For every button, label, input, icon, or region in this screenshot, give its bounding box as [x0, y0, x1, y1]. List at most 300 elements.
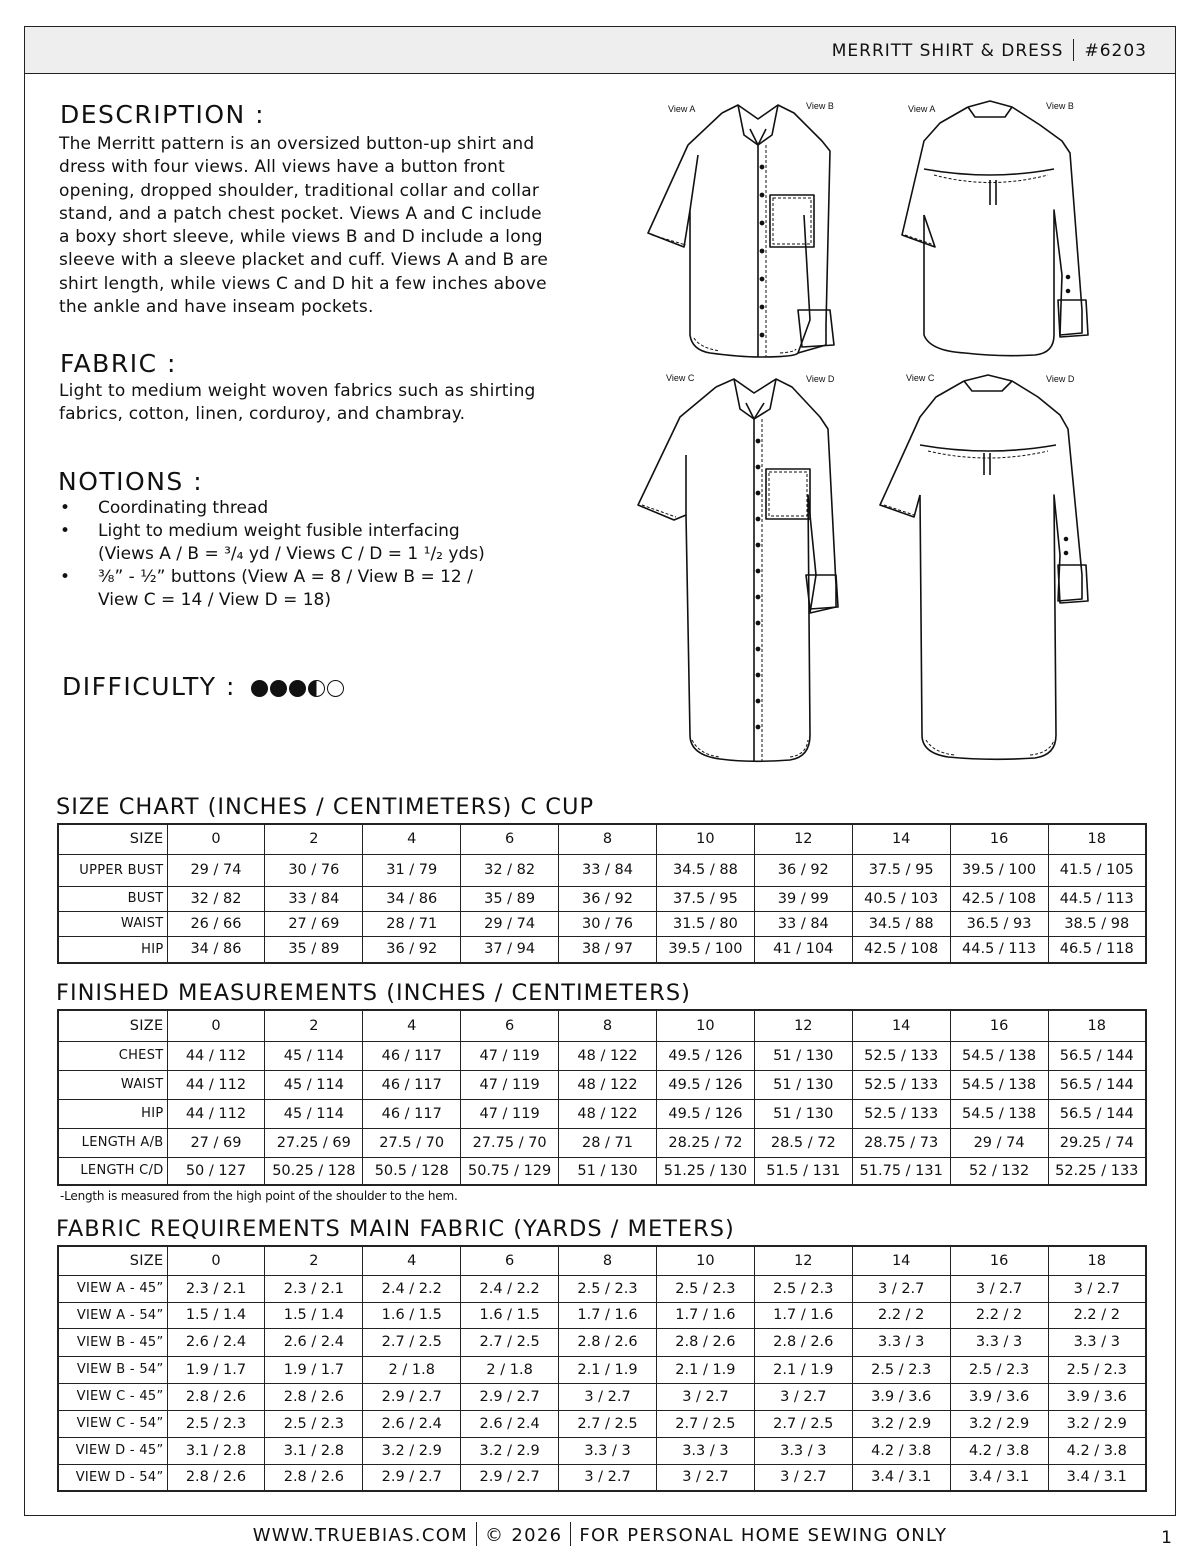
- table-cell: 3 / 2.7: [559, 1464, 657, 1491]
- table-cell: 3.2 / 2.9: [363, 1437, 461, 1464]
- description-heading: DESCRIPTION :: [60, 100, 266, 129]
- table-cell: 3.9 / 3.6: [1048, 1383, 1146, 1410]
- header-cell: 8: [559, 1246, 657, 1275]
- table-cell: 2.9 / 2.7: [461, 1464, 559, 1491]
- table-cell: 54.5 / 138: [950, 1070, 1048, 1099]
- table-cell: 33 / 84: [265, 886, 363, 911]
- size-chart-title: SIZE CHART (INCHES / CENTIMETERS) C CUP: [56, 794, 595, 820]
- table-cell: 2.5 / 2.3: [1048, 1356, 1146, 1383]
- table-cell: 3.1 / 2.8: [167, 1437, 265, 1464]
- description-line: the ankle and have inseam pockets.: [59, 297, 374, 318]
- table-cell: 3.3 / 3: [1048, 1328, 1146, 1356]
- page-number: 1: [1161, 1528, 1172, 1548]
- table-cell: 2 / 1.8: [363, 1356, 461, 1383]
- table-cell: 28.25 / 72: [656, 1128, 754, 1157]
- table-cell: 1.7 / 1.6: [754, 1302, 852, 1328]
- row-label: VIEW C - 54”: [58, 1410, 167, 1437]
- table-cell: 51 / 130: [754, 1070, 852, 1099]
- row-label: HIP: [58, 936, 167, 963]
- table-cell: 2.8 / 2.6: [265, 1383, 363, 1410]
- table-cell: 2.3 / 2.1: [167, 1275, 265, 1302]
- view-label: View A: [668, 104, 696, 114]
- footer-divider: [570, 1522, 571, 1546]
- table-row: [58, 1302, 1146, 1328]
- table-cell: 2.6 / 2.4: [265, 1328, 363, 1356]
- table-cell: 3.4 / 3.1: [852, 1464, 950, 1491]
- footer-divider: [476, 1522, 477, 1546]
- header-cell: 16: [950, 1246, 1048, 1275]
- pattern-title: [832, 39, 1147, 61]
- table-cell: 51.25 / 130: [656, 1157, 754, 1185]
- table-cell: 52.25 / 133: [1048, 1157, 1146, 1185]
- table-cell: 2.6 / 2.4: [461, 1410, 559, 1437]
- row-label: UPPER BUST: [58, 854, 167, 886]
- table-row: [58, 1070, 1146, 1099]
- row-label: VIEW D - 45”: [58, 1437, 167, 1464]
- table-cell: 2.4 / 2.2: [461, 1275, 559, 1302]
- notion-line: (Views A / B = ³/₄ yd / Views C / D = 1 ¹/₂ yds): [98, 544, 485, 564]
- table-cell: 51 / 130: [559, 1157, 657, 1185]
- table-cell: 33 / 84: [754, 911, 852, 936]
- fabric-requirements-title: FABRIC REQUIREMENTS MAIN FABRIC (YARDS / METERS): [56, 1216, 735, 1242]
- table-cell: 49.5 / 126: [656, 1099, 754, 1128]
- table-cell: 41.5 / 105: [1048, 854, 1146, 886]
- table-cell: 28.75 / 73: [852, 1128, 950, 1157]
- table-cell: 3 / 2.7: [950, 1275, 1048, 1302]
- table-cell: 3.9 / 3.6: [852, 1383, 950, 1410]
- notion-item: [58, 566, 558, 612]
- table-cell: 36 / 92: [754, 854, 852, 886]
- table-cell: 36.5 / 93: [950, 911, 1048, 936]
- table-cell: 39 / 99: [754, 886, 852, 911]
- table-cell: 3.4 / 3.1: [950, 1464, 1048, 1491]
- table-cell: 45 / 114: [265, 1070, 363, 1099]
- table-cell: 27 / 69: [167, 1128, 265, 1157]
- row-label: BUST: [58, 886, 167, 911]
- table-cell: 48 / 122: [559, 1070, 657, 1099]
- table-cell: 27 / 69: [265, 911, 363, 936]
- table-cell: 34.5 / 88: [656, 854, 754, 886]
- footer: [0, 1522, 1200, 1546]
- table-cell: 39.5 / 100: [950, 854, 1048, 886]
- table-cell: 27.25 / 69: [265, 1128, 363, 1157]
- table-cell: 44 / 112: [167, 1041, 265, 1070]
- notions-heading: NOTIONS :: [58, 467, 204, 496]
- header-cell: 12: [754, 824, 852, 854]
- table-cell: 1.7 / 1.6: [656, 1302, 754, 1328]
- table-cell: 3 / 2.7: [656, 1383, 754, 1410]
- header-cell: 6: [461, 1010, 559, 1041]
- header-cell: 6: [461, 824, 559, 854]
- notion-line: • Coordinating thread: [98, 498, 269, 518]
- table-header-row: [58, 1246, 1146, 1275]
- table-cell: 30 / 76: [265, 854, 363, 886]
- table-cell: 32 / 82: [461, 854, 559, 886]
- header-cell: 12: [754, 1246, 852, 1275]
- table-cell: 1.9 / 1.7: [167, 1356, 265, 1383]
- table-cell: 1.5 / 1.4: [265, 1302, 363, 1328]
- header-cell: 0: [167, 1246, 265, 1275]
- table-cell: 50 / 127: [167, 1157, 265, 1185]
- table-row: [58, 1275, 1146, 1302]
- description-line: stand, and a patch chest pocket. Views A and C include: [59, 203, 542, 224]
- table-cell: 2.7 / 2.5: [754, 1410, 852, 1437]
- header-cell: 8: [559, 1010, 657, 1041]
- table-cell: 44.5 / 113: [950, 936, 1048, 963]
- header-cell: SIZE: [58, 1246, 167, 1275]
- table-cell: 3.3 / 3: [754, 1437, 852, 1464]
- header-cell: 16: [950, 824, 1048, 854]
- table-cell: 40.5 / 103: [852, 886, 950, 911]
- table-cell: 28.5 / 72: [754, 1128, 852, 1157]
- table-cell: 49.5 / 126: [656, 1070, 754, 1099]
- table-cell: 29 / 74: [167, 854, 265, 886]
- table-cell: 47 / 119: [461, 1070, 559, 1099]
- table-cell: 2.5 / 2.3: [852, 1356, 950, 1383]
- table-cell: 2.8 / 2.6: [167, 1464, 265, 1491]
- row-label: VIEW A - 45”: [58, 1275, 167, 1302]
- table-cell: 2.8 / 2.6: [656, 1328, 754, 1356]
- website-link[interactable]: WWW.TRUEBIAS.COM: [252, 1525, 468, 1546]
- header-cell: 10: [656, 824, 754, 854]
- header-cell: 4: [363, 1010, 461, 1041]
- header-cell: 10: [656, 1010, 754, 1041]
- table-cell: 39.5 / 100: [656, 936, 754, 963]
- dress-back-drawing: [880, 375, 1088, 759]
- table-cell: 29.25 / 74: [1048, 1128, 1146, 1157]
- table-cell: 2.4 / 2.2: [363, 1275, 461, 1302]
- table-cell: 2.5 / 2.3: [656, 1275, 754, 1302]
- table-cell: 49.5 / 126: [656, 1041, 754, 1070]
- table-cell: 2.5 / 2.3: [559, 1275, 657, 1302]
- table-cell: 45 / 114: [265, 1041, 363, 1070]
- table-cell: 3.2 / 2.9: [1048, 1410, 1146, 1437]
- table-cell: 2.1 / 1.9: [559, 1356, 657, 1383]
- table-cell: 35 / 89: [265, 936, 363, 963]
- header-cell: 2: [265, 1010, 363, 1041]
- table-cell: 36 / 92: [363, 936, 461, 963]
- finished-measurements-title: FINISHED MEASUREMENTS (INCHES / CENTIMETERS): [56, 980, 691, 1006]
- table-cell: 47 / 119: [461, 1099, 559, 1128]
- table-cell: 2.5 / 2.3: [265, 1410, 363, 1437]
- table-cell: 2.9 / 2.7: [363, 1464, 461, 1491]
- fabric-requirements-table: [57, 1245, 1147, 1492]
- copyright: © 2026: [485, 1525, 563, 1546]
- table-cell: 45 / 114: [265, 1099, 363, 1128]
- table-cell: 44 / 112: [167, 1070, 265, 1099]
- table-cell: 51.75 / 131: [852, 1157, 950, 1185]
- table-cell: 47 / 119: [461, 1041, 559, 1070]
- header-cell: 16: [950, 1010, 1048, 1041]
- table-cell: 52.5 / 133: [852, 1041, 950, 1070]
- description-line: shirt length, while views C and D hit a few inches above: [59, 273, 547, 294]
- table-cell: 3 / 2.7: [852, 1275, 950, 1302]
- table-cell: 2.2 / 2: [1048, 1302, 1146, 1328]
- table-cell: 27.5 / 70: [363, 1128, 461, 1157]
- table-cell: 33 / 84: [559, 854, 657, 886]
- empty-circle-icon: [327, 680, 344, 697]
- table-cell: 4.2 / 3.8: [1048, 1437, 1146, 1464]
- description-text: [59, 133, 619, 319]
- table-cell: 28 / 71: [559, 1128, 657, 1157]
- table-cell: 2.2 / 2: [950, 1302, 1048, 1328]
- description-line: opening, dropped shoulder, traditional collar and collar: [59, 180, 540, 201]
- table-row: [58, 1356, 1146, 1383]
- table-cell: 29 / 74: [461, 911, 559, 936]
- pattern-number: #6203: [1084, 41, 1147, 61]
- table-cell: 56.5 / 144: [1048, 1099, 1146, 1128]
- view-label: View D: [1046, 374, 1075, 384]
- table-cell: 54.5 / 138: [950, 1099, 1048, 1128]
- table-cell: 29 / 74: [950, 1128, 1048, 1157]
- table-cell: 44 / 112: [167, 1099, 265, 1128]
- view-label: View D: [806, 374, 835, 384]
- row-label: HIP: [58, 1099, 167, 1128]
- view-label: View B: [806, 101, 834, 111]
- table-row: [58, 1464, 1146, 1491]
- notion-item: [58, 497, 558, 520]
- table-cell: 42.5 / 108: [950, 886, 1048, 911]
- table-cell: 36 / 92: [559, 886, 657, 911]
- header-cell: 18: [1048, 1246, 1146, 1275]
- table-cell: 1.6 / 1.5: [461, 1302, 559, 1328]
- table-cell: 44.5 / 113: [1048, 886, 1146, 911]
- filled-circle-icon: [251, 680, 268, 697]
- table-cell: 46 / 117: [363, 1099, 461, 1128]
- description-line: a boxy short sleeve, while views B and D include a long: [59, 227, 543, 248]
- table-cell: 2.1 / 1.9: [656, 1356, 754, 1383]
- table-cell: 31.5 / 80: [656, 911, 754, 936]
- table-cell: 3 / 2.7: [754, 1464, 852, 1491]
- shirt-front-drawing: [648, 105, 834, 357]
- table-cell: 3.2 / 2.9: [461, 1437, 559, 1464]
- table-cell: 51 / 130: [754, 1099, 852, 1128]
- table-cell: 3.3 / 3: [950, 1328, 1048, 1356]
- table-cell: 2.9 / 2.7: [363, 1383, 461, 1410]
- fabric-heading: FABRIC :: [60, 349, 177, 378]
- table-cell: 2.8 / 2.6: [265, 1464, 363, 1491]
- difficulty-rating: [251, 674, 346, 703]
- table-cell: 2.6 / 2.4: [167, 1328, 265, 1356]
- table-cell: 3.1 / 2.8: [265, 1437, 363, 1464]
- table-cell: 41 / 104: [754, 936, 852, 963]
- table-cell: 34 / 86: [167, 936, 265, 963]
- table-row: [58, 911, 1146, 936]
- table-cell: 38.5 / 98: [1048, 911, 1146, 936]
- view-label: View B: [1046, 101, 1074, 111]
- header-cell: 0: [167, 824, 265, 854]
- header-cell: 0: [167, 1010, 265, 1041]
- table-cell: 37.5 / 95: [656, 886, 754, 911]
- table-cell: 2.7 / 2.5: [461, 1328, 559, 1356]
- table-row: [58, 854, 1146, 886]
- table-cell: 2.3 / 2.1: [265, 1275, 363, 1302]
- table-row: [58, 1410, 1146, 1437]
- table-cell: 26 / 66: [167, 911, 265, 936]
- table-cell: 4.2 / 3.8: [950, 1437, 1048, 1464]
- header-cell: 18: [1048, 824, 1146, 854]
- table-header-row: [58, 1010, 1146, 1041]
- description-line: dress with four views. All views have a button front: [59, 157, 505, 178]
- shirt-back-drawing: [902, 101, 1088, 356]
- table-cell: 1.6 / 1.5: [363, 1302, 461, 1328]
- table-cell: 37.5 / 95: [852, 854, 950, 886]
- table-cell: 27.75 / 70: [461, 1128, 559, 1157]
- header-bar: [25, 27, 1175, 74]
- header-cell: 2: [265, 824, 363, 854]
- table-cell: 46.5 / 118: [1048, 936, 1146, 963]
- pattern-name: MERRITT SHIRT & DRESS: [831, 41, 1064, 61]
- table-cell: 34.5 / 88: [852, 911, 950, 936]
- difficulty-label: DIFFICULTY :: [62, 672, 236, 701]
- header-cell: 12: [754, 1010, 852, 1041]
- table-cell: 56.5 / 144: [1048, 1041, 1146, 1070]
- table-cell: 2.5 / 2.3: [167, 1410, 265, 1437]
- notion-line: • Light to medium weight fusible interfacing: [98, 521, 460, 541]
- table-row: [58, 1128, 1146, 1157]
- table-cell: 3.2 / 2.9: [852, 1410, 950, 1437]
- header-cell: 18: [1048, 1010, 1146, 1041]
- table-cell: 30 / 76: [559, 911, 657, 936]
- table-cell: 50.75 / 129: [461, 1157, 559, 1185]
- size-chart-table: [57, 823, 1147, 964]
- table-cell: 51 / 130: [754, 1041, 852, 1070]
- table-cell: 3.3 / 3: [559, 1437, 657, 1464]
- table-cell: 46 / 117: [363, 1041, 461, 1070]
- table-cell: 3.2 / 2.9: [950, 1410, 1048, 1437]
- table-cell: 38 / 97: [559, 936, 657, 963]
- table-row: [58, 936, 1146, 963]
- table-cell: 1.5 / 1.4: [167, 1302, 265, 1328]
- header-cell: 4: [363, 824, 461, 854]
- finished-measurements-table: [57, 1009, 1147, 1186]
- table-cell: 32 / 82: [167, 886, 265, 911]
- table-cell: 35 / 89: [461, 886, 559, 911]
- table-cell: 50.25 / 128: [265, 1157, 363, 1185]
- table-row: [58, 1437, 1146, 1464]
- notion-line: • ³⁄₈” - ¹⁄₂” buttons (View A = 8 / View B = 12 /: [98, 567, 473, 587]
- view-label: View C: [906, 373, 935, 383]
- description-line: The Merritt pattern is an oversized button-up shirt and: [59, 134, 535, 154]
- table-cell: 2.7 / 2.5: [656, 1410, 754, 1437]
- notion-line: View C = 14 / View D = 18): [98, 590, 331, 610]
- table-row: [58, 1328, 1146, 1356]
- table-header-row: [58, 824, 1146, 854]
- table-cell: 1.7 / 1.6: [559, 1302, 657, 1328]
- usage-notice: FOR PERSONAL HOME SEWING ONLY: [579, 1525, 948, 1546]
- table-cell: 1.9 / 1.7: [265, 1356, 363, 1383]
- table-cell: 42.5 / 108: [852, 936, 950, 963]
- row-label: VIEW A - 54”: [58, 1302, 167, 1328]
- table-cell: 4.2 / 3.8: [852, 1437, 950, 1464]
- row-label: VIEW D - 54”: [58, 1464, 167, 1491]
- table-cell: 52.5 / 133: [852, 1099, 950, 1128]
- half-circle-icon: [308, 680, 325, 697]
- row-label: VIEW B - 54”: [58, 1356, 167, 1383]
- header-divider: [1073, 39, 1074, 61]
- row-label: VIEW C - 45”: [58, 1383, 167, 1410]
- header-cell: SIZE: [58, 1010, 167, 1041]
- table-cell: 2.8 / 2.6: [754, 1328, 852, 1356]
- table-cell: 2.9 / 2.7: [461, 1383, 559, 1410]
- table-cell: 2.8 / 2.6: [167, 1383, 265, 1410]
- table-cell: 3 / 2.7: [754, 1383, 852, 1410]
- header-cell: SIZE: [58, 824, 167, 854]
- difficulty: [62, 672, 346, 703]
- table-cell: 2 / 1.8: [461, 1356, 559, 1383]
- header-cell: 2: [265, 1246, 363, 1275]
- notion-item: [58, 520, 558, 566]
- table-cell: 2.5 / 2.3: [754, 1275, 852, 1302]
- header-cell: 6: [461, 1246, 559, 1275]
- table-row: [58, 1041, 1146, 1070]
- table-cell: 2.6 / 2.4: [363, 1410, 461, 1437]
- fabric-text: [59, 380, 619, 427]
- table-row: [58, 1383, 1146, 1410]
- table-row: [58, 1157, 1146, 1185]
- header-cell: 14: [852, 1010, 950, 1041]
- garment-illustrations: [630, 95, 1150, 795]
- table-cell: 56.5 / 144: [1048, 1070, 1146, 1099]
- table-cell: 37 / 94: [461, 936, 559, 963]
- row-label: VIEW B - 45”: [58, 1328, 167, 1356]
- dress-front-drawing: [638, 379, 838, 761]
- fabric-line: fabrics, cotton, linen, corduroy, and chambray.: [59, 404, 466, 425]
- table-row: [58, 886, 1146, 911]
- row-label: WAIST: [58, 911, 167, 936]
- table-cell: 2.5 / 2.3: [950, 1356, 1048, 1383]
- notions-list: [58, 497, 558, 612]
- table-cell: 50.5 / 128: [363, 1157, 461, 1185]
- description-line: sleeve with a sleeve placket and cuff. Views A and B are: [59, 250, 549, 271]
- table-cell: 3.3 / 3: [656, 1437, 754, 1464]
- view-label: View A: [908, 104, 936, 114]
- header-cell: 14: [852, 824, 950, 854]
- table-cell: 2.2 / 2: [852, 1302, 950, 1328]
- row-label: WAIST: [58, 1070, 167, 1099]
- fabric-line: Light to medium weight woven fabrics such as shirting: [59, 381, 536, 401]
- row-label: CHEST: [58, 1041, 167, 1070]
- table-cell: 54.5 / 138: [950, 1041, 1048, 1070]
- table-cell: 2.8 / 2.6: [559, 1328, 657, 1356]
- view-label: View C: [666, 373, 695, 383]
- table-cell: 28 / 71: [363, 911, 461, 936]
- table-cell: 52.5 / 133: [852, 1070, 950, 1099]
- row-label: LENGTH A/B: [58, 1128, 167, 1157]
- table-cell: 3.3 / 3: [852, 1328, 950, 1356]
- table-cell: 34 / 86: [363, 886, 461, 911]
- header-cell: 10: [656, 1246, 754, 1275]
- table-cell: 31 / 79: [363, 854, 461, 886]
- table-cell: 3 / 2.7: [559, 1383, 657, 1410]
- table-cell: 2.1 / 1.9: [754, 1356, 852, 1383]
- length-note: -Length is measured from the high point of the shoulder to the hem.: [60, 1189, 458, 1203]
- table-cell: 46 / 117: [363, 1070, 461, 1099]
- header-cell: 14: [852, 1246, 950, 1275]
- table-cell: 3.4 / 3.1: [1048, 1464, 1146, 1491]
- table-cell: 48 / 122: [559, 1041, 657, 1070]
- table-cell: 2.7 / 2.5: [363, 1328, 461, 1356]
- table-cell: 3 / 2.7: [1048, 1275, 1146, 1302]
- row-label: LENGTH C/D: [58, 1157, 167, 1185]
- table-cell: 3.9 / 3.6: [950, 1383, 1048, 1410]
- filled-circle-icon: [270, 680, 287, 697]
- filled-circle-icon: [289, 680, 306, 697]
- table-row: [58, 1099, 1146, 1128]
- table-cell: 3 / 2.7: [656, 1464, 754, 1491]
- header-cell: 8: [559, 824, 657, 854]
- header-cell: 4: [363, 1246, 461, 1275]
